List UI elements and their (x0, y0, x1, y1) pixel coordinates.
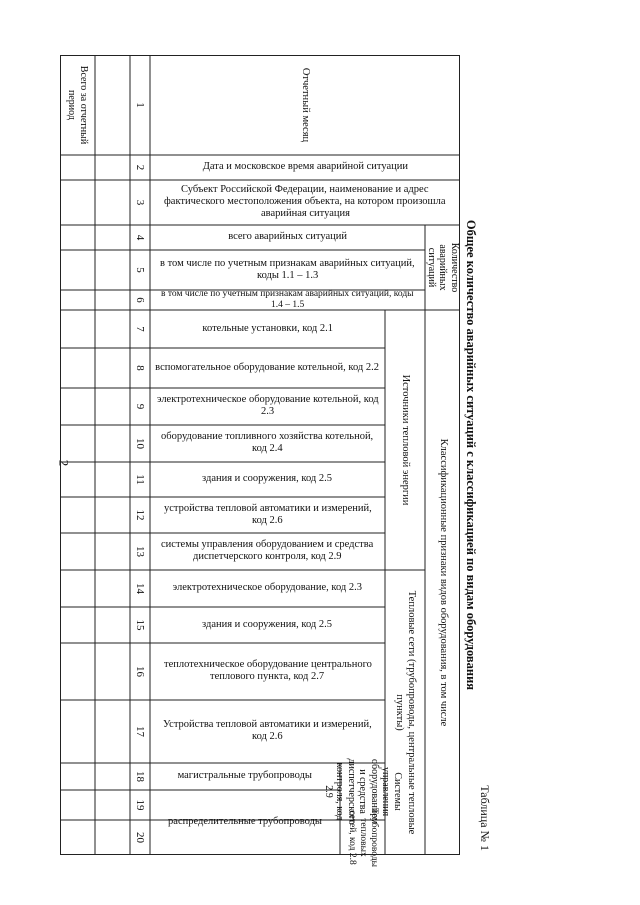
header-codes-1-1-1-3: в том числе по учетным признакам аварийных ситуаций, коды 1.1 – 1.3 (160, 257, 415, 281)
rotated-table-page (60, 55, 500, 867)
table-title: Общее количество аварийных ситуаций с классификацией по видам оборудования (464, 219, 478, 691)
colnum-13: 13 (134, 546, 147, 557)
colnum-19: 19 (134, 799, 147, 811)
colnum-7: 7 (134, 326, 147, 332)
header-date-time: Дата и московское время аварийной ситуации (202, 161, 408, 173)
colnum-12: 12 (134, 509, 147, 521)
header-col-18: Системы управления оборудованием и средства диспетчерского контроля, код 2.9 (322, 758, 403, 825)
header-heat-sources: Источники тепловой энергии (400, 374, 412, 506)
colnum-20: 20 (134, 832, 147, 843)
header-subject-location: Субъект Российской Федерации, наименование и адрес фактического местоположения объекта, на котором произошла аварийная ситуация (164, 184, 446, 220)
colnum-15: 15 (134, 619, 147, 631)
header-col-12: устройства тепловой автоматики и измерений, код 2.6 (163, 502, 372, 526)
header-pipes-group: Трубопроводы тепловых сетей, код 2.8 (347, 808, 379, 867)
colnum-10: 10 (134, 438, 147, 449)
header-col-15: здания и сооружения, код 2.5 (202, 618, 333, 630)
colnum-3: 3 (134, 199, 147, 206)
header-col-11: здания и сооружения, код 2.5 (202, 473, 333, 485)
header-col-14: электротехническое оборудование, код 2.3 (172, 582, 363, 594)
colnum-4: 4 (134, 234, 147, 241)
colnum-18: 18 (134, 771, 147, 782)
colnum-17: 17 (134, 726, 147, 737)
header-reporting-month: Отчетный месяц (300, 67, 312, 143)
colnum-14: 14 (134, 583, 147, 594)
colnum-16: 16 (134, 666, 147, 677)
total-row-label: Всего за отчетный период (66, 65, 89, 145)
table-label: Таблица № 1 (478, 785, 492, 851)
page-number: 2 (56, 459, 72, 467)
colnum-5: 5 (134, 267, 147, 273)
colnum-6: 6 (134, 297, 147, 303)
header-col-8: вспомогательное оборудование котельной, код 2.2 (155, 361, 380, 373)
header-col-13: системы управления оборудованием и средства диспетчерского контроля, код 2.9 (161, 539, 374, 563)
colnum-1: 1 (134, 102, 147, 108)
header-col-16: теплотехническое оборудование центрального теплового пункта, код 2.7 (163, 659, 372, 683)
header-codes-1-4-1-5: в том числе по учетным признакам аварийных ситуаций, коды 1.4 – 1.5 (161, 289, 414, 310)
header-count-group: Количество аварийных ситуаций (425, 242, 460, 293)
header-col-10: оборудование топливного хозяйства котельной, код 2.4 (161, 431, 374, 455)
header-col-20: распределительные трубопроводы (168, 816, 322, 828)
header-classification-group: Классификационные признаки видов оборудования, в том числе (437, 438, 449, 727)
colnum-8: 8 (134, 365, 147, 371)
header-col-7: котельные установки, код 2.1 (202, 322, 333, 334)
colnum-9: 9 (134, 403, 147, 410)
colnum-2: 2 (134, 164, 147, 171)
header-total-situations: всего аварийных ситуаций (228, 231, 347, 243)
header-col-17: Устройства тепловой автоматики и измерений, код 2.6 (163, 719, 372, 743)
header-heat-networks: Тепловые сети (трубопроводы, центральные тепловые пункты) (394, 590, 418, 835)
header-col-19: магистральные трубопроводы (177, 770, 313, 782)
header-col-9: электротехническое оборудование котельной, код 2.3 (156, 394, 379, 418)
report-table (60, 55, 460, 867)
colnum-11: 11 (134, 474, 147, 485)
